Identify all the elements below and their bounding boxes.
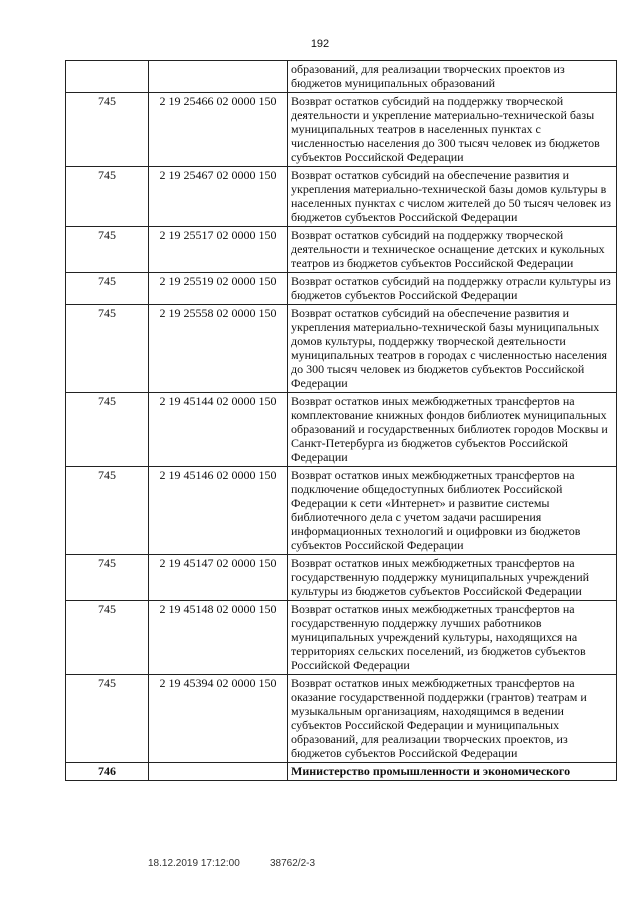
description-cell: Возврат остатков иных межбюджетных трансфертов на комплектование книжных фондов библиотек муниципальных образований и государственных библиотек городов Москвы и Санкт-Петербурга из бюджетов субъектов Российской Федерации <box>288 393 617 467</box>
description-cell: Возврат остатков иных межбюджетных трансфертов на государственную поддержку муниципальных учреждений культуры из бюджетов субъектов Российской Федерации <box>288 555 617 601</box>
table-row <box>66 555 617 601</box>
description-cell: образований, для реализации творческих проектов из бюджетов муниципальных образований <box>288 61 617 93</box>
admin-code-cell: 745 <box>66 227 149 273</box>
description-cell: Возврат остатков субсидий на обеспечение развития и укрепления материально-технической базы муниципальных домов культуры, поддержку творческой деятельности муниципальных театров в городах с численностью населения до 300 тысяч человек из бюджетов субъектов Российской Федерации <box>288 305 617 393</box>
description-cell: Возврат остатков иных межбюджетных трансфертов на оказание государственной поддержки (грантов) театрам и музыкальным организациям, находящимся в ведении субъектов Российской Федерации и муниципальных образований, для реализации творческих проектов, из бюджетов субъектов Российской Федерации <box>288 675 617 763</box>
income-code-cell: 2 19 45394 02 0000 150 <box>149 675 288 763</box>
income-code-cell <box>149 763 288 781</box>
income-code-cell: 2 19 25467 02 0000 150 <box>149 167 288 227</box>
description-cell: Возврат остатков субсидий на поддержку творческой деятельности и техническое оснащение детских и кукольных театров из бюджетов субъектов Российской Федерации <box>288 227 617 273</box>
table-row <box>66 61 617 93</box>
income-code-cell: 2 19 45147 02 0000 150 <box>149 555 288 601</box>
table-row <box>66 93 617 167</box>
table-body <box>66 61 617 781</box>
income-code-cell: 2 19 45144 02 0000 150 <box>149 393 288 467</box>
income-code-cell: 2 19 25466 02 0000 150 <box>149 93 288 167</box>
description-cell: Возврат остатков субсидий на поддержку отрасли культуры из бюджетов субъектов Российской Федерации <box>288 273 617 305</box>
admin-code-cell: 745 <box>66 273 149 305</box>
table-row <box>66 467 617 555</box>
table-row <box>66 227 617 273</box>
description-cell: Возврат остатков иных межбюджетных трансфертов на подключение общедоступных библиотек Российской Федерации к сети «Интернет» и развитие системы библиотечного дела с учетом задачи расширения информационных технологий и оцифровки из бюджетов субъектов Российской Федерации <box>288 467 617 555</box>
table-row <box>66 763 617 781</box>
admin-code-cell: 745 <box>66 305 149 393</box>
admin-code-cell: 745 <box>66 167 149 227</box>
description-cell: Возврат остатков субсидий на поддержку творческой деятельности и укрепление материально-технической базы муниципальных театров в населенных пунктах с численностью населения до 300 тысяч человек из бюджетов субъектов Российской Федерации <box>288 93 617 167</box>
description-cell: Министерство промышленности и экономического <box>288 763 617 781</box>
footer-timestamp: 18.12.2019 17:12:00 <box>148 858 240 869</box>
admin-code-cell: 745 <box>66 93 149 167</box>
table-row <box>66 675 617 763</box>
admin-code-cell: 745 <box>66 601 149 675</box>
income-code-cell: 2 19 45148 02 0000 150 <box>149 601 288 675</box>
income-code-cell: 2 19 25517 02 0000 150 <box>149 227 288 273</box>
table-row <box>66 273 617 305</box>
income-code-cell: 2 19 45146 02 0000 150 <box>149 467 288 555</box>
table-row <box>66 601 617 675</box>
admin-code-cell: 745 <box>66 393 149 467</box>
admin-code-cell: 745 <box>66 467 149 555</box>
footer-document-number: 38762/2-3 <box>270 858 316 869</box>
table-row <box>66 393 617 467</box>
income-code-cell <box>149 61 288 93</box>
admin-code-cell <box>66 61 149 93</box>
description-cell: Возврат остатков субсидий на обеспечение развития и укрепления материально-технической базы домов культуры в населенных пунктах с числом жителей до 50 тысяч человек из бюджетов субъектов Российской Федерации <box>288 167 617 227</box>
page-number: 192 <box>310 38 330 50</box>
income-code-cell: 2 19 25558 02 0000 150 <box>149 305 288 393</box>
table-row <box>66 305 617 393</box>
description-cell: Возврат остатков иных межбюджетных трансфертов на государственную поддержку лучших работников муниципальных учреждений культуры, находящихся на территориях сельских поселений, из бюджетов субъектов Российской Федерации <box>288 601 617 675</box>
table-row <box>66 167 617 227</box>
budget-classification-table <box>65 60 617 781</box>
admin-code-cell: 746 <box>66 763 149 781</box>
admin-code-cell: 745 <box>66 555 149 601</box>
income-code-cell: 2 19 25519 02 0000 150 <box>149 273 288 305</box>
admin-code-cell: 745 <box>66 675 149 763</box>
